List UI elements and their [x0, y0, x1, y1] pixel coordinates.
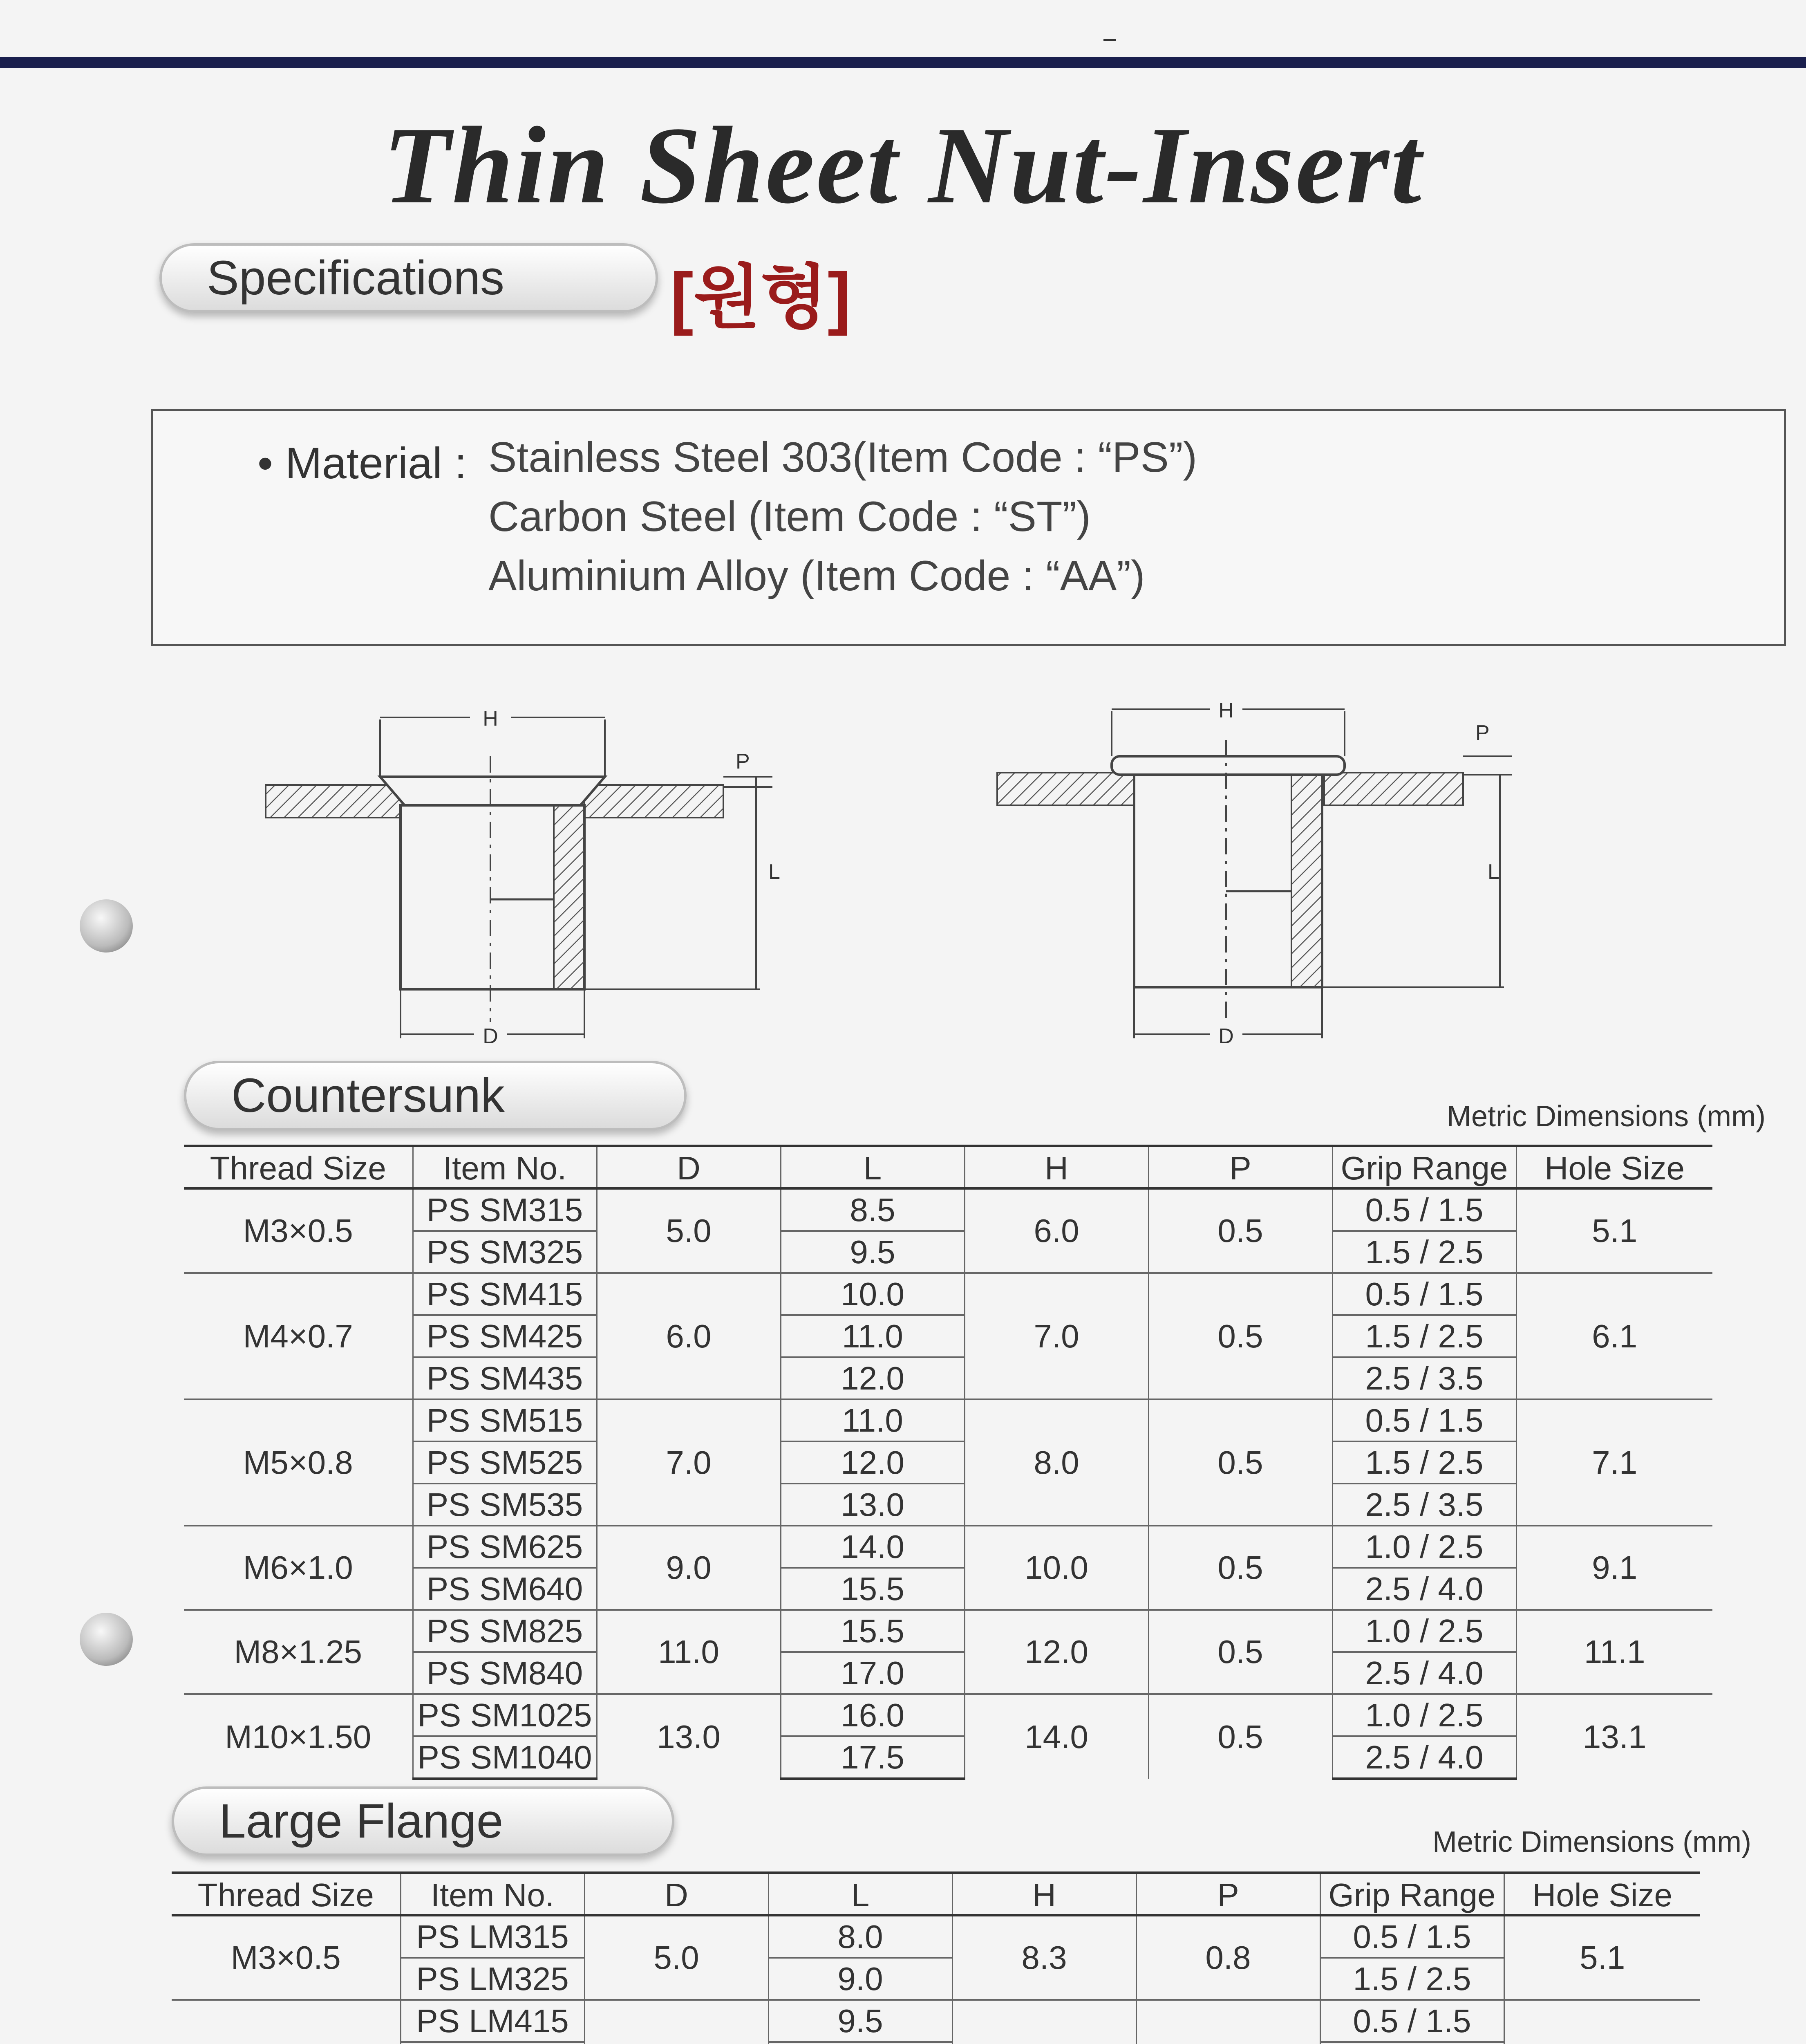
- grip-range-cell: 0.5 / 1.5: [1332, 1188, 1516, 1231]
- h-cell: 8.0: [965, 1399, 1148, 1526]
- h-cell: 7.0: [965, 1273, 1148, 1399]
- material-line-2: Carbon Steel (Item Code : “ST”): [488, 493, 1091, 540]
- l-cell: 9.5: [781, 1231, 965, 1273]
- p-cell: 0.5: [1148, 1273, 1332, 1399]
- thread-size-cell: [172, 2000, 401, 2044]
- dim-d-label: D: [1218, 1024, 1234, 1048]
- l-cell: 17.5: [781, 1736, 965, 1779]
- sheet-left: [997, 773, 1136, 805]
- header-h: H: [965, 1146, 1148, 1188]
- p-cell: [1136, 2000, 1320, 2044]
- insert-wall: [1291, 775, 1322, 987]
- large-flange-body: [172, 1915, 1700, 2044]
- table-row: [184, 1568, 1712, 1610]
- header-p: P: [1136, 1873, 1320, 1915]
- hole-size-cell: 11.1: [1516, 1610, 1712, 1694]
- p-cell: 0.5: [1148, 1526, 1332, 1610]
- large-flange-title: Large Flange: [219, 1794, 504, 1848]
- table-row: [172, 1915, 1700, 1958]
- item-no-cell: [401, 2042, 584, 2044]
- h-cell: 12.0: [965, 1610, 1148, 1694]
- item-no-cell: PS SM840: [413, 1652, 597, 1694]
- l-cell: 8.0: [768, 1915, 952, 1958]
- l-cell: 10.0: [781, 1273, 965, 1315]
- material-line-3: Aluminium Alloy (Item Code : “AA”): [488, 552, 1145, 600]
- dim-p-label: P: [736, 750, 750, 773]
- top-rule: [0, 57, 1806, 68]
- l-cell: 13.0: [781, 1484, 965, 1526]
- l-cell: 12.0: [781, 1357, 965, 1399]
- binder-hole-bottom: [80, 1613, 133, 1666]
- l-cell: 14.0: [781, 1526, 965, 1568]
- countersunk-head: [380, 777, 605, 805]
- table-row: [184, 1399, 1712, 1441]
- header-thread-size: Thread Size: [172, 1873, 401, 1915]
- grip-range-cell: 1.5 / 2.5: [1320, 1958, 1504, 2000]
- table-row: [184, 1610, 1712, 1652]
- d-cell: 13.0: [597, 1694, 781, 1779]
- sheet-left: [266, 785, 405, 818]
- item-no-cell: PS SM640: [413, 1568, 597, 1610]
- grip-range-cell: 2.5 / 3.5: [1332, 1357, 1516, 1399]
- countersunk-header-row: [184, 1146, 1712, 1188]
- header-d: D: [584, 1873, 768, 1915]
- grip-range-cell: 1.0 / 2.5: [1332, 1694, 1516, 1736]
- h-cell: 8.3: [952, 1915, 1136, 2000]
- grip-range-cell: 0.5 / 1.5: [1332, 1399, 1516, 1441]
- hole-size-cell: 5.1: [1504, 1915, 1700, 2000]
- hole-size-cell: [1504, 2000, 1700, 2044]
- table-row: [184, 1273, 1712, 1315]
- grip-range-cell: 1.0 / 2.5: [1332, 1526, 1516, 1568]
- hole-size-cell: 7.1: [1516, 1399, 1712, 1526]
- header-item-no: Item No.: [401, 1873, 584, 1915]
- p-cell: 0.5: [1148, 1610, 1332, 1694]
- l-cell: 15.5: [781, 1568, 965, 1610]
- table-row: [184, 1188, 1712, 1231]
- p-cell: 0.5: [1148, 1694, 1332, 1779]
- top-dash: [1103, 39, 1116, 41]
- table-row: [184, 1736, 1712, 1779]
- grip-range-cell: 0.5 / 1.5: [1320, 1915, 1504, 1958]
- d-cell: 9.0: [597, 1526, 781, 1610]
- grip-range-cell: 2.5 / 4.0: [1332, 1652, 1516, 1694]
- thread-size-cell: M3×0.5: [172, 1915, 401, 2000]
- page-title: Thin Sheet Nut-Insert: [383, 104, 1423, 226]
- l-cell: 16.0: [781, 1694, 965, 1736]
- l-cell: 15.5: [781, 1610, 965, 1652]
- l-cell: 9.0: [768, 1958, 952, 2000]
- h-cell: [952, 2000, 1136, 2044]
- hole-size-cell: 9.1: [1516, 1526, 1712, 1610]
- dim-d-label: D: [483, 1024, 498, 1048]
- table-row: [184, 1652, 1712, 1694]
- large-flange-table: [172, 1871, 1700, 2044]
- dim-h-label: H: [1218, 699, 1234, 722]
- header-hole-size: Hole Size: [1516, 1146, 1712, 1188]
- l-cell: 11.0: [781, 1315, 965, 1357]
- header-thread-size: Thread Size: [184, 1146, 413, 1188]
- table-row: [172, 2000, 1700, 2042]
- l-cell: 12.0: [781, 1441, 965, 1484]
- header-l: L: [781, 1146, 965, 1188]
- table-row: [184, 1526, 1712, 1568]
- flange-head: [1112, 756, 1345, 775]
- header-p: P: [1148, 1146, 1332, 1188]
- grip-range-cell: 1.5 / 2.5: [1332, 1441, 1516, 1484]
- d-cell: [584, 2000, 768, 2044]
- d-cell: 6.0: [597, 1273, 781, 1399]
- d-cell: 5.0: [597, 1188, 781, 1273]
- dim-l-label: L: [768, 860, 780, 884]
- item-no-cell: PS LM315: [401, 1915, 584, 1958]
- table-row: [172, 1958, 1700, 2000]
- material-label: • Material :: [257, 438, 467, 488]
- header-d: D: [597, 1146, 781, 1188]
- header-grip-range: Grip Range: [1320, 1873, 1504, 1915]
- grip-range-cell: [1320, 2042, 1504, 2044]
- p-cell: 0.8: [1136, 1915, 1320, 2000]
- thread-size-cell: M4×0.7: [184, 1273, 413, 1399]
- item-no-cell: PS SM525: [413, 1441, 597, 1484]
- l-cell: 9.5: [768, 2000, 952, 2042]
- hole-size-cell: 5.1: [1516, 1188, 1712, 1273]
- korean-tag: [원형]: [670, 259, 851, 336]
- l-cell: [768, 2042, 952, 2044]
- p-cell: 0.5: [1148, 1399, 1332, 1526]
- specifications-label: Specifications: [207, 251, 505, 305]
- d-cell: 7.0: [597, 1399, 781, 1526]
- grip-range-cell: 0.5 / 1.5: [1320, 2000, 1504, 2042]
- header-h: H: [952, 1873, 1136, 1915]
- item-no-cell: PS SM535: [413, 1484, 597, 1526]
- table-row: [184, 1441, 1712, 1484]
- grip-range-cell: 1.5 / 2.5: [1332, 1231, 1516, 1273]
- countersunk-tab: [184, 1061, 687, 1130]
- table-row: [184, 1357, 1712, 1399]
- table-row: [184, 1484, 1712, 1526]
- material-line-1: Stainless Steel 303(Item Code : “PS”): [488, 434, 1197, 481]
- grip-range-cell: 0.5 / 1.5: [1332, 1273, 1516, 1315]
- dim-l-label: L: [1488, 860, 1499, 884]
- hole-size-cell: 13.1: [1516, 1694, 1712, 1779]
- item-no-cell: PS SM415: [413, 1273, 597, 1315]
- dim-h-label: H: [483, 707, 498, 731]
- hole-size-cell: 6.1: [1516, 1273, 1712, 1399]
- item-no-cell: PS SM325: [413, 1231, 597, 1273]
- grip-range-cell: 2.5 / 4.0: [1332, 1736, 1516, 1779]
- thread-size-cell: M5×0.8: [184, 1399, 413, 1526]
- table-row: [184, 1231, 1712, 1273]
- grip-range-cell: 1.5 / 2.5: [1332, 1315, 1516, 1357]
- h-cell: 10.0: [965, 1526, 1148, 1610]
- l-cell: 11.0: [781, 1399, 965, 1441]
- item-no-cell: PS SM315: [413, 1188, 597, 1231]
- table-row: [184, 1694, 1712, 1736]
- thread-size-cell: M3×0.5: [184, 1188, 413, 1273]
- grip-range-cell: 2.5 / 4.0: [1332, 1568, 1516, 1610]
- countersunk-metric-note: Metric Dimensions (mm): [1447, 1100, 1766, 1133]
- item-no-cell: PS SM625: [413, 1526, 597, 1568]
- header-grip-range: Grip Range: [1332, 1146, 1516, 1188]
- thread-size-cell: M6×1.0: [184, 1526, 413, 1610]
- header-item-no: Item No.: [413, 1146, 597, 1188]
- large-flange-metric-note: Metric Dimensions (mm): [1432, 1826, 1752, 1858]
- item-no-cell: PS SM1025: [413, 1694, 597, 1736]
- table-row: [172, 2042, 1700, 2044]
- d-cell: 11.0: [597, 1610, 781, 1694]
- flange-diagram: [989, 687, 1561, 1063]
- l-cell: 8.5: [781, 1188, 965, 1231]
- large-flange-tab: [172, 1786, 674, 1856]
- h-cell: 6.0: [965, 1188, 1148, 1273]
- binder-hole-top: [80, 899, 133, 953]
- item-no-cell: PS LM325: [401, 1958, 584, 2000]
- item-no-cell: PS SM435: [413, 1357, 597, 1399]
- d-cell: 5.0: [584, 1915, 768, 2000]
- grip-range-cell: 1.0 / 2.5: [1332, 1610, 1516, 1652]
- grip-range-cell: 2.5 / 3.5: [1332, 1484, 1516, 1526]
- header-l: L: [768, 1873, 952, 1915]
- item-no-cell: PS SM1040: [413, 1736, 597, 1779]
- countersunk-body: [184, 1188, 1712, 1779]
- dim-p-label: P: [1475, 721, 1490, 745]
- specifications-tab: [159, 243, 658, 313]
- thread-size-cell: M10×1.50: [184, 1694, 413, 1779]
- table-row: [184, 1315, 1712, 1357]
- large-flange-header-row: [172, 1873, 1700, 1915]
- item-no-cell: PS LM415: [401, 2000, 584, 2042]
- sheet-right: [584, 785, 723, 818]
- insert-wall: [554, 805, 584, 989]
- countersunk-title: Countersunk: [231, 1069, 505, 1123]
- header-hole-size: Hole Size: [1504, 1873, 1700, 1915]
- countersunk-table: [184, 1145, 1712, 1780]
- item-no-cell: PS SM515: [413, 1399, 597, 1441]
- h-cell: 14.0: [965, 1694, 1148, 1779]
- l-cell: 17.0: [781, 1652, 965, 1694]
- item-no-cell: PS SM425: [413, 1315, 597, 1357]
- item-no-cell: PS SM825: [413, 1610, 597, 1652]
- p-cell: 0.5: [1148, 1188, 1332, 1273]
- countersunk-diagram: [253, 695, 826, 1063]
- sheet-right: [1324, 773, 1463, 805]
- thread-size-cell: M8×1.25: [184, 1610, 413, 1694]
